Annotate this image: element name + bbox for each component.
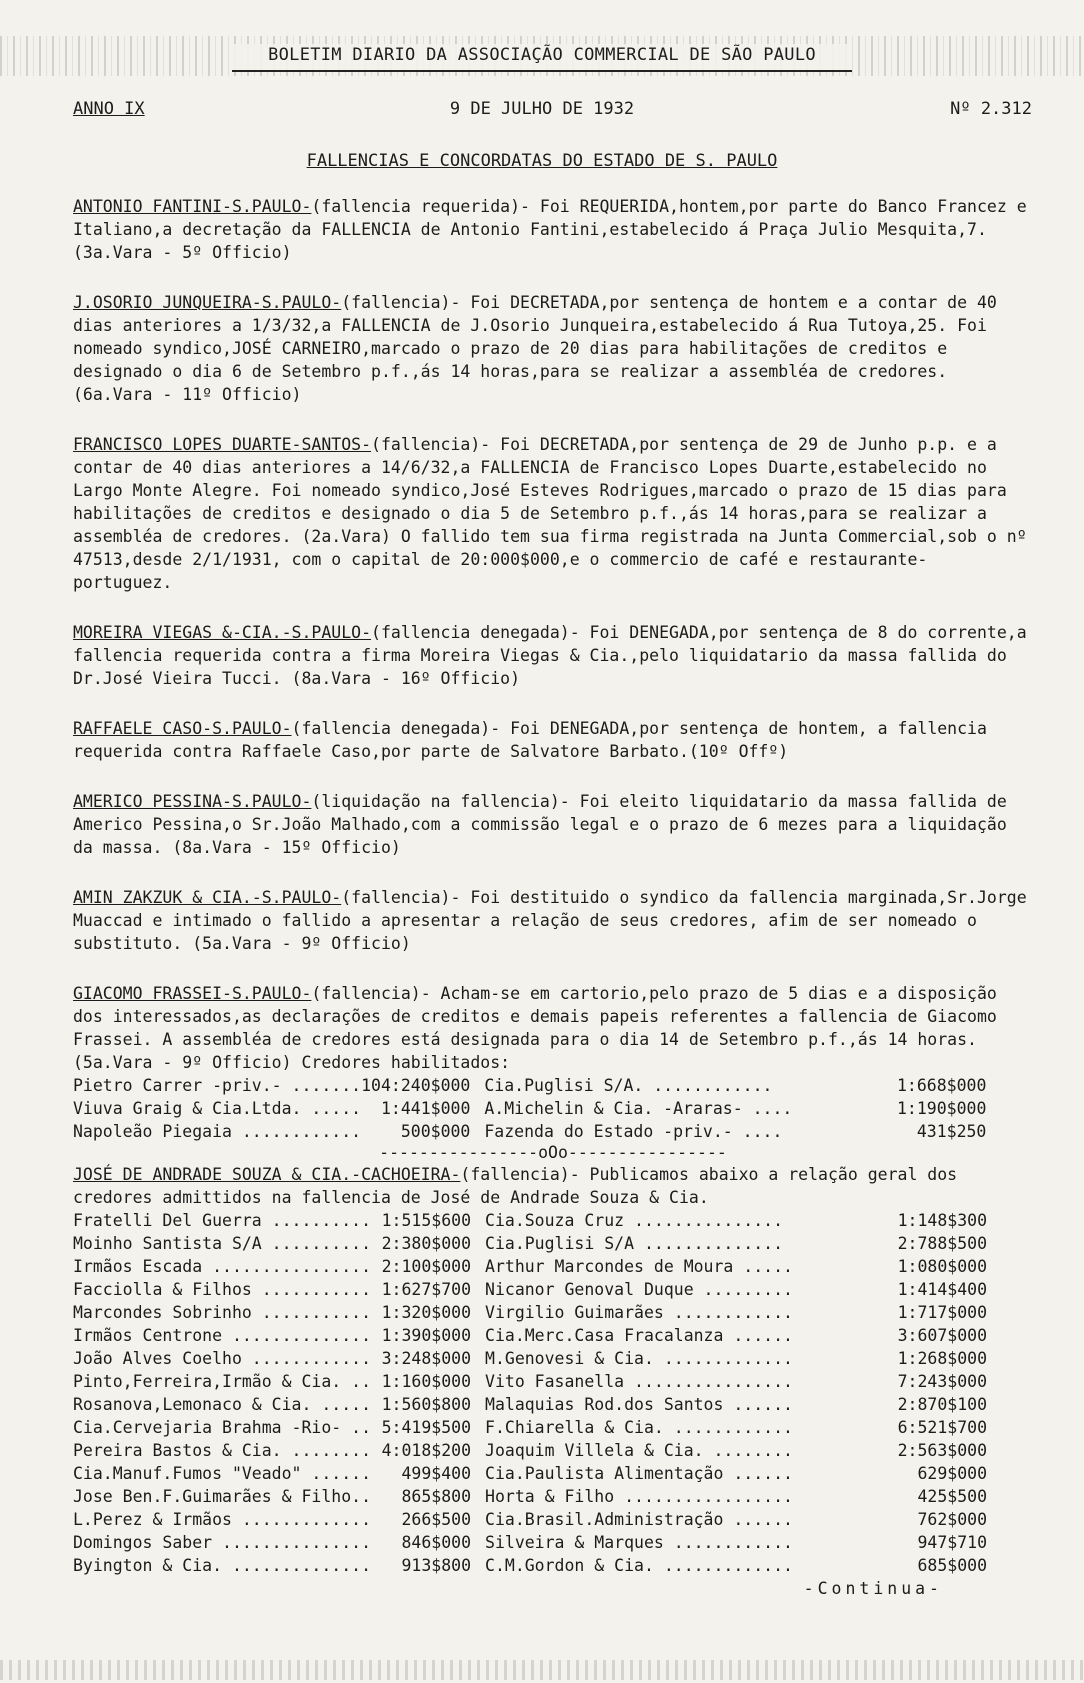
entry-moreira-viegas — [73, 621, 1033, 690]
creditor-name: Irmãos Escada ................ — [73, 1257, 372, 1276]
creditor-amount: 500$000 — [400, 1122, 471, 1141]
creditor-name: Napoleão Piegaia ............ — [73, 1122, 362, 1141]
creditor-amount: 5:419$500 — [381, 1418, 472, 1437]
creditor-name: Nicanor Genoval Duque ......... — [485, 1280, 793, 1299]
entry-zakzuk — [73, 886, 1033, 955]
entry-text: (fallencia requerida)- Foi REQUERIDA,hontem,por parte do Banco Francez e Italiano,a decretação da FALLENCIA de Antonio Fantini,estabelecido á Praça Julio Mesquita,7. (3a.Vara - 5º Officio) — [73, 197, 1027, 262]
creditor-amount: 629$000 — [917, 1464, 988, 1483]
creditor-amount: 1:560$800 — [381, 1395, 472, 1414]
creditor-name: Horta & Filho ................. — [485, 1487, 793, 1506]
table-row — [73, 1301, 987, 1324]
table-row — [73, 1324, 987, 1347]
creditor-name: João Alves Coelho ............ — [73, 1349, 372, 1368]
table-row — [73, 1074, 986, 1097]
entry-raffaele-caso — [73, 717, 1033, 763]
creditor-name: Arthur Marcondes de Moura ..... — [485, 1257, 793, 1276]
creditor-name: Cia.Paulista Alimentação ...... — [485, 1464, 793, 1483]
creditor-name: Domingos Saber ............... — [73, 1533, 372, 1552]
creditor-name: Cia.Puglisi S/A .............. — [485, 1234, 784, 1253]
entry-text: (fallencia)- Foi DECRETADA,por sentença de hontem e a contar de 40 dias anteriores a 1/3/32,a FALLENCIA de J.Osorio Junqueira,estabelecido á Rua Tutoya,25. Foi nomeado syndico,JOSÉ CARNEIRO,marcado o prazo de 20 dias para habilitações de creditos e designado o dia 6 de Setembro p.f.,ás 14 horas,para se realizar a assembléa de credores. (6a.Vara - 11º Officio) — [73, 293, 997, 404]
creditor-name: Pinto,Ferreira,Irmão & Cia. .. — [73, 1372, 372, 1391]
masthead: BOLETIM DIARIO DA ASSOCIAÇÃO COMMERCIAL DE SÃO PAULO — [232, 44, 852, 72]
creditor-name: Cia.Merc.Casa Fracalanza ...... — [485, 1326, 793, 1345]
creditor-name: M.Genovesi & Cia. ............. — [485, 1349, 793, 1368]
entry-head: MOREIRA VIEGAS &-CIA.-S.PAULO- — [73, 623, 372, 642]
creditor-name: Cia.Brasil.Administração ...... — [485, 1510, 793, 1529]
creditor-name: Vito Fasanella ................ — [485, 1372, 793, 1391]
creditor-amount: 104:240$000 — [361, 1076, 471, 1095]
creditor-name: Cia.Souza Cruz ............... — [485, 1211, 784, 1230]
creditor-name: Silveira & Marques ............ — [485, 1533, 793, 1552]
date-label: 9 DE JULHO DE 1932 — [449, 99, 635, 119]
document-body — [73, 195, 1033, 1600]
creditor-amount: 1:515$600 — [381, 1211, 472, 1230]
creditor-amount: 913$800 — [401, 1556, 472, 1575]
creditor-amount: 1:414$400 — [897, 1280, 988, 1299]
creditor-name: F.Chiarella & Cia. ............ — [485, 1418, 793, 1437]
creditor-amount: 1:441$000 — [380, 1099, 471, 1118]
creditor-name: Viuva Graig & Cia.Ltda. ..... — [73, 1099, 362, 1118]
creditor-amount: 1:268$000 — [897, 1349, 988, 1368]
table-row — [73, 1370, 987, 1393]
entry-head: GIACOMO FRASSEI-S.PAULO- — [73, 984, 312, 1003]
creditor-name: Marcondes Sobrinho ........... — [73, 1303, 372, 1322]
table-row — [73, 1485, 987, 1508]
table-row — [73, 1209, 987, 1232]
creditor-amount: 3:607$000 — [897, 1326, 988, 1345]
table-row — [73, 1232, 987, 1255]
creditor-name: Jose Ben.F.Guimarães & Filho.. — [73, 1487, 372, 1506]
creditor-amount: 1:390$000 — [381, 1326, 472, 1345]
table-row — [73, 1531, 987, 1554]
creditor-amount: 6:521$700 — [897, 1418, 988, 1437]
table-row — [73, 1393, 987, 1416]
creditor-name: Cia.Puglisi S/A. ............ — [484, 1076, 773, 1095]
creditor-amount: 2:788$500 — [897, 1234, 988, 1253]
table-row — [73, 1554, 987, 1577]
creditor-amount: 2:100$000 — [381, 1257, 472, 1276]
creditor-amount: 4:018$200 — [381, 1441, 472, 1460]
entry-fantini — [73, 195, 1033, 264]
creditor-name: Fazenda do Estado -priv.- .... — [484, 1122, 783, 1141]
creditor-name: Cia.Manuf.Fumos "Veado" ...... — [73, 1464, 372, 1483]
creditor-name: Fratelli Del Guerra .......... — [73, 1211, 372, 1230]
table-row — [73, 1255, 987, 1278]
creditor-amount: 431$250 — [916, 1122, 987, 1141]
entry-text: (fallencia)- Acham-se em cartorio,pelo prazo de 5 dias e a disposição dos interessados,as declarações de creditos e demais papeis referentes a fallencia de Giacomo Frassei. A assembléa de credores está designada para o dia 14 de Setembro p.f.,ás 14 horas. (5a.Vara - 9º Officio) Credores habilitados: — [73, 984, 997, 1072]
table-row — [73, 1347, 987, 1370]
creditor-name: Malaquias Rod.dos Santos ...... — [485, 1395, 793, 1414]
entry-text: (fallencia)- Foi DECRETADA,por sentença de 29 de Junho p.p. e a contar de 40 dias anteriores a 14/6/32,a FALLENCIA de Francisco Lopes Duarte,estabelecido no Largo Monte Alegre. Foi nomeado syndico,José Esteves Rodrigues,marcado o prazo de 15 dias para habilitações de creditos e designado o dia 5 de Setembro p.f.,ás 14 horas,para se realizar a assembléa de credores. (2a.Vara) O fallido tem sua firma registrada na Junta Commercial,sob o nº 47513,desde 2/1/1931, com o capital de 20:000$000,e o commercio de café e restaurante- portuguez. — [73, 435, 1027, 592]
creditor-amount: 7:243$000 — [897, 1372, 988, 1391]
entry-text: (liquidação na fallencia)- Foi eleito liquidatario da massa fallida de Americo Pessina,o Sr.João Malhado,com a commissão legal e o prazo de 6 mezes para a liquidação da massa. (8a.Vara - 15º Officio) — [73, 792, 1007, 857]
creditor-name: L.Perez & Irmãos ............. — [73, 1510, 372, 1529]
creditor-name: Facciolla & Filhos ........... — [73, 1280, 372, 1299]
table-row — [73, 1278, 987, 1301]
creditor-amount: 266$500 — [401, 1510, 472, 1529]
section-title: FALLENCIAS E CONCORDATAS DO ESTADO DE S. PAULO — [306, 151, 778, 171]
table-row — [73, 1097, 986, 1120]
table-row — [73, 1416, 987, 1439]
creditor-amount: 1:668$000 — [896, 1076, 987, 1095]
creditor-name: Irmãos Centrone .............. — [73, 1326, 372, 1345]
entry-head: RAFFAELE CASO-S.PAULO- — [73, 719, 292, 738]
entry-pessina — [73, 790, 1033, 859]
creditor-amount: 1:627$700 — [381, 1280, 472, 1299]
creditor-amount: 846$000 — [401, 1533, 472, 1552]
creditor-name: Byington & Cia. .............. — [73, 1556, 372, 1575]
creditor-name: C.M.Gordon & Cia. ............. — [485, 1556, 793, 1575]
creditor-name: Pereira Bastos & Cia. ........ — [73, 1441, 372, 1460]
entry-head: ANTONIO FANTINI-S.PAULO- — [73, 197, 312, 216]
creditor-amount: 425$500 — [917, 1487, 988, 1506]
scan-noise-bottom — [0, 1660, 1084, 1680]
creditor-name: Rosanova,Lemonaco & Cia. ..... — [73, 1395, 372, 1414]
table-row — [73, 1508, 987, 1531]
continua-label: -Continua- — [803, 1579, 943, 1598]
creditor-name: A.Michelin & Cia. -Araras- .... — [484, 1099, 793, 1118]
creditor-name: Cia.Cervejaria Brahma -Rio- .. — [73, 1418, 372, 1437]
section-divider: ----------------oOo---------------- — [379, 1143, 727, 1162]
creditor-amount: 499$400 — [401, 1464, 472, 1483]
entry-text: (fallencia)- Publicamos abaixo a relação geral dos credores admittidos na fallencia de José de Andrade Souza & Cia. — [73, 1165, 958, 1207]
creditor-amount: 2:870$100 — [897, 1395, 988, 1414]
entry-junqueira — [73, 291, 1033, 406]
creditor-amount: 3:248$000 — [381, 1349, 472, 1368]
frassei-creditor-table — [73, 1074, 986, 1143]
table-row — [73, 1462, 987, 1485]
table-row — [73, 1439, 987, 1462]
entry-text: (fallencia denegada)- Foi DENEGADA,por sentença de 8 do corrente,a fallencia requerida contra a firma Moreira Viegas & Cia.,pelo liquidatario da massa fallida do Dr.José Vieira Tucci. (8a.Vara - 16º Officio) — [73, 623, 1027, 688]
creditor-amount: 1:320$000 — [381, 1303, 472, 1322]
issue-number: Nº 2.312 — [950, 99, 1032, 119]
year-label: ANNO IX — [73, 99, 145, 119]
creditor-amount: 1:148$300 — [897, 1211, 988, 1230]
creditor-amount: 685$000 — [917, 1556, 988, 1575]
creditor-name: Virgilio Guimarães ............ — [485, 1303, 793, 1322]
creditor-amount: 1:080$000 — [897, 1257, 988, 1276]
entry-text: (fallencia)- Foi destituido o syndico da fallencia marginada,Sr.Jorge Muaccad e intimado o fallido a apresentar a relação de seus credores, afim de ser nomeado o substituto. (5a.Vara - 9º Officio) — [73, 888, 1027, 953]
creditor-amount: 1:717$000 — [897, 1303, 988, 1322]
creditor-name: Joaquim Villela & Cia. ........ — [485, 1441, 793, 1460]
entry-duarte — [73, 433, 1033, 594]
creditor-amount: 1:160$000 — [381, 1372, 472, 1391]
table-row — [73, 1120, 986, 1143]
entry-head: FRANCISCO LOPES DUARTE-SANTOS- — [73, 435, 372, 454]
entry-head: AMIN ZAKZUK & CIA.-S.PAULO- — [73, 888, 342, 907]
creditor-amount: 947$710 — [917, 1533, 988, 1552]
entry-head: JOSÉ DE ANDRADE SOUZA & CIA.-CACHOEIRA- — [73, 1165, 461, 1184]
souza-creditor-table — [73, 1209, 987, 1577]
creditor-amount: 2:380$000 — [381, 1234, 472, 1253]
creditor-amount: 2:563$000 — [897, 1441, 988, 1460]
entry-head: J.OSORIO JUNQUEIRA-S.PAULO- — [73, 293, 342, 312]
entry-souza — [73, 1163, 1033, 1209]
creditor-amount: 762$000 — [917, 1510, 988, 1529]
creditor-amount: 1:190$000 — [896, 1099, 987, 1118]
creditor-name: Moinho Santista S/A .......... — [73, 1234, 372, 1253]
entry-head: AMERICO PESSINA-S.PAULO- — [73, 792, 312, 811]
entry-text: (fallencia denegada)- Foi DENEGADA,por sentença de hontem, a fallencia requerida contra Raffaele Caso,por parte de Salvatore Barbato.(10º Offº) — [73, 719, 987, 761]
creditor-amount: 865$800 — [401, 1487, 472, 1506]
entry-frassei — [73, 982, 1033, 1074]
creditor-name: Pietro Carrer -priv.- ....... — [73, 1076, 362, 1095]
